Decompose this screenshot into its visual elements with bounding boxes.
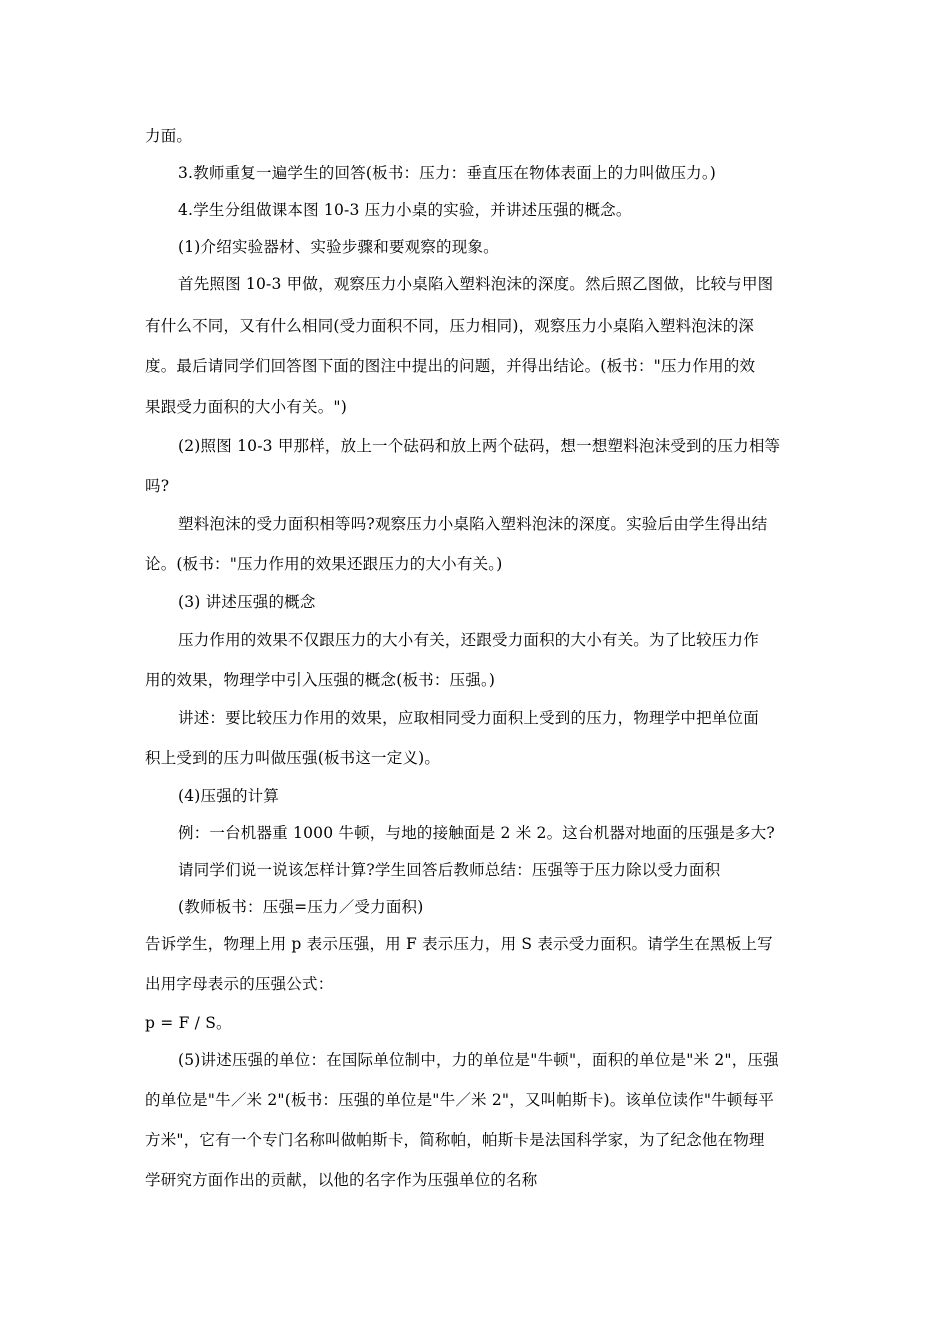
text-line: 学研究方面作出的贡献，以他的名字作为压强单位的名称 (145, 1171, 538, 1189)
text-line: 请同学们说一说该怎样计算?学生回答后教师总结：压强等于压力除以受力面积 (178, 861, 721, 879)
text-line: 力面。 (145, 127, 193, 145)
text-line: 塑料泡沫的受力面积相等吗?观察压力小桌陷入塑料泡沫的深度。实验后由学生得出结 (178, 515, 768, 533)
text-line: 用的效果，物理学中引入压强的概念(板书：压强。) (145, 671, 496, 689)
text-line: 方米"，它有一个专门名称叫做帕斯卡，简称帕，帕斯卡是法国科学家，为了纪念他在物理 (145, 1131, 765, 1149)
text-line: 出用字母表示的压强公式： (145, 975, 334, 993)
text-line: 4.学生分组做课本图 10-3 压力小桌的实验，并讲述压强的概念。 (178, 201, 632, 219)
text-line: (4)压强的计算 (178, 787, 280, 805)
text-line: (2)照图 10-3 甲那样，放上一个砝码和放上两个砝码，想一想塑料泡沫受到的压力相等 (178, 437, 781, 455)
text-line: 压力作用的效果不仅跟压力的大小有关，还跟受力面积的大小有关。为了比较压力作 (178, 631, 759, 649)
text-line: 吗? (145, 477, 170, 495)
text-line: 果跟受力面积的大小有关。") (145, 398, 347, 416)
text-line: 首先照图 10-3 甲做，观察压力小桌陷入塑料泡沫的深度。然后照乙图做，比较与甲图 (178, 275, 774, 293)
text-line: 度。最后请同学们回答图下面的图注中提出的问题，并得出结论。(板书："压力作用的效 (145, 357, 756, 375)
text-line: 例：一台机器重 1000 牛顿，与地的接触面是 2 米 2。这台机器对地面的压强是多大? (178, 824, 775, 842)
text-line: (教师板书：压强=压力／受力面积) (178, 898, 424, 916)
text-line: 的单位是"牛／米 2"(板书：压强的单位是"牛／米 2"，又叫帕斯卡)。该单位读作"牛顿每平 (145, 1091, 775, 1109)
text-line: 有什么不同，又有什么相同(受力面积不同，压力相同)，观察压力小桌陷入塑料泡沫的深 (145, 317, 755, 335)
text-line: 论。(板书："压力作用的效果还跟压力的大小有关。) (145, 555, 503, 573)
text-line: (3) 讲述压强的概念 (178, 593, 316, 611)
text-line: 告诉学生，物理上用 p 表示压强，用 F 表示压力，用 S 表示受力面积。请学生在黑板上写 (145, 935, 773, 953)
text-line: 积上受到的压力叫做压强(板书这一定义)。 (145, 749, 441, 767)
formula-line: p = F / S。 (145, 1014, 232, 1032)
text-line: (1)介绍实验器材、实验步骤和要观察的现象。 (178, 238, 499, 256)
text-line: 3.教师重复一遍学生的回答(板书：压力：垂直压在物体表面上的力叫做压力。) (178, 164, 717, 182)
text-line: (5)讲述压强的单位：在国际单位制中，力的单位是"牛顿"，面积的单位是"米 2"，压强 (178, 1051, 779, 1069)
text-line: 讲述：要比较压力作用的效果，应取相同受力面积上受到的压力，物理学中把单位面 (178, 709, 759, 727)
